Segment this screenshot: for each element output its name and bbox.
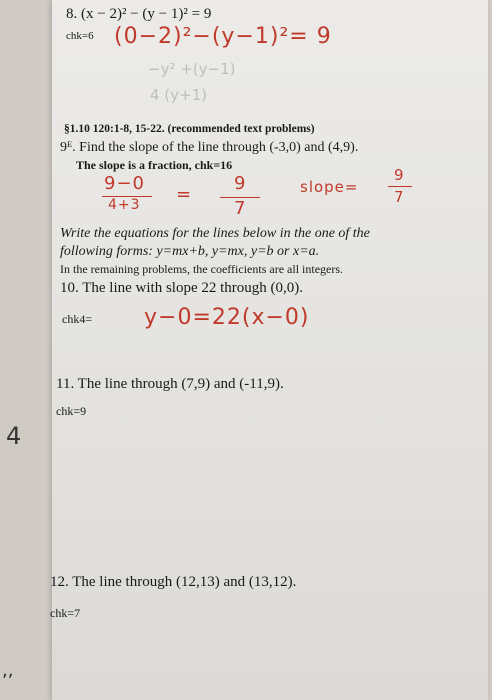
worksheet-page [52,0,488,700]
slope-work-numerator-2: 9 [234,173,247,194]
instructions-line-3: In the remaining problems, the coefficients are all integers. [60,262,344,276]
slope-answer-fraction-bar [388,186,412,187]
problem-11-statement: 11. The line through (7,9) and (-11,9). [56,376,284,392]
pencil-scribble-1: −y² +(y−1) [148,60,236,78]
problem-8-handwritten-work: (0−2)²−(y−1)²= 9 [114,24,332,49]
pencil-scribble-2: 4 (y+1) [150,86,208,104]
margin-mark: ,, [2,660,14,681]
problem-10-chk: chk4= [62,312,93,326]
margin-digit: 4 [6,422,22,450]
slope-answer-numerator: 9 [394,166,405,184]
slope-answer-label: slope= [300,178,359,196]
problem-9-line-1: 9ᴱ. Find the slope of the line through (-3,0) and (4,9). [60,140,359,155]
problem-8-chk: chk=6 [66,30,94,42]
section-header: §1.10 120:1-8, 15-22. (recommended text problems) [64,123,315,135]
problem-10-statement: 10. The line with slope 22 through (0,0). [60,280,304,296]
problem-12-chk: chk=7 [50,606,81,620]
instructions-line-2: following forms: y=mx+b, y=mx, y=b or x=a. [60,244,320,259]
slope-work-numerator-1: 9−0 [104,173,145,194]
problem-11-chk: chk=9 [56,404,87,418]
problem-10-handwritten-answer: y−0=22(x−0) [144,305,310,330]
slope-answer-denominator: 7 [394,188,405,206]
slope-work-denominator-2: 7 [234,198,247,219]
slope-work-denominator-1: 4+3 [108,197,141,213]
problem-9-line-2: The slope is a fraction, chk=16 [76,158,233,172]
problem-8-statement: 8. (x − 2)² − (y − 1)² = 9 [66,6,212,22]
slope-work-equals: = [176,184,193,205]
instructions-line-1: Write the equations for the lines below in the one of the [60,226,370,241]
problem-12-statement: 12. The line through (12,13) and (13,12). [50,574,297,590]
